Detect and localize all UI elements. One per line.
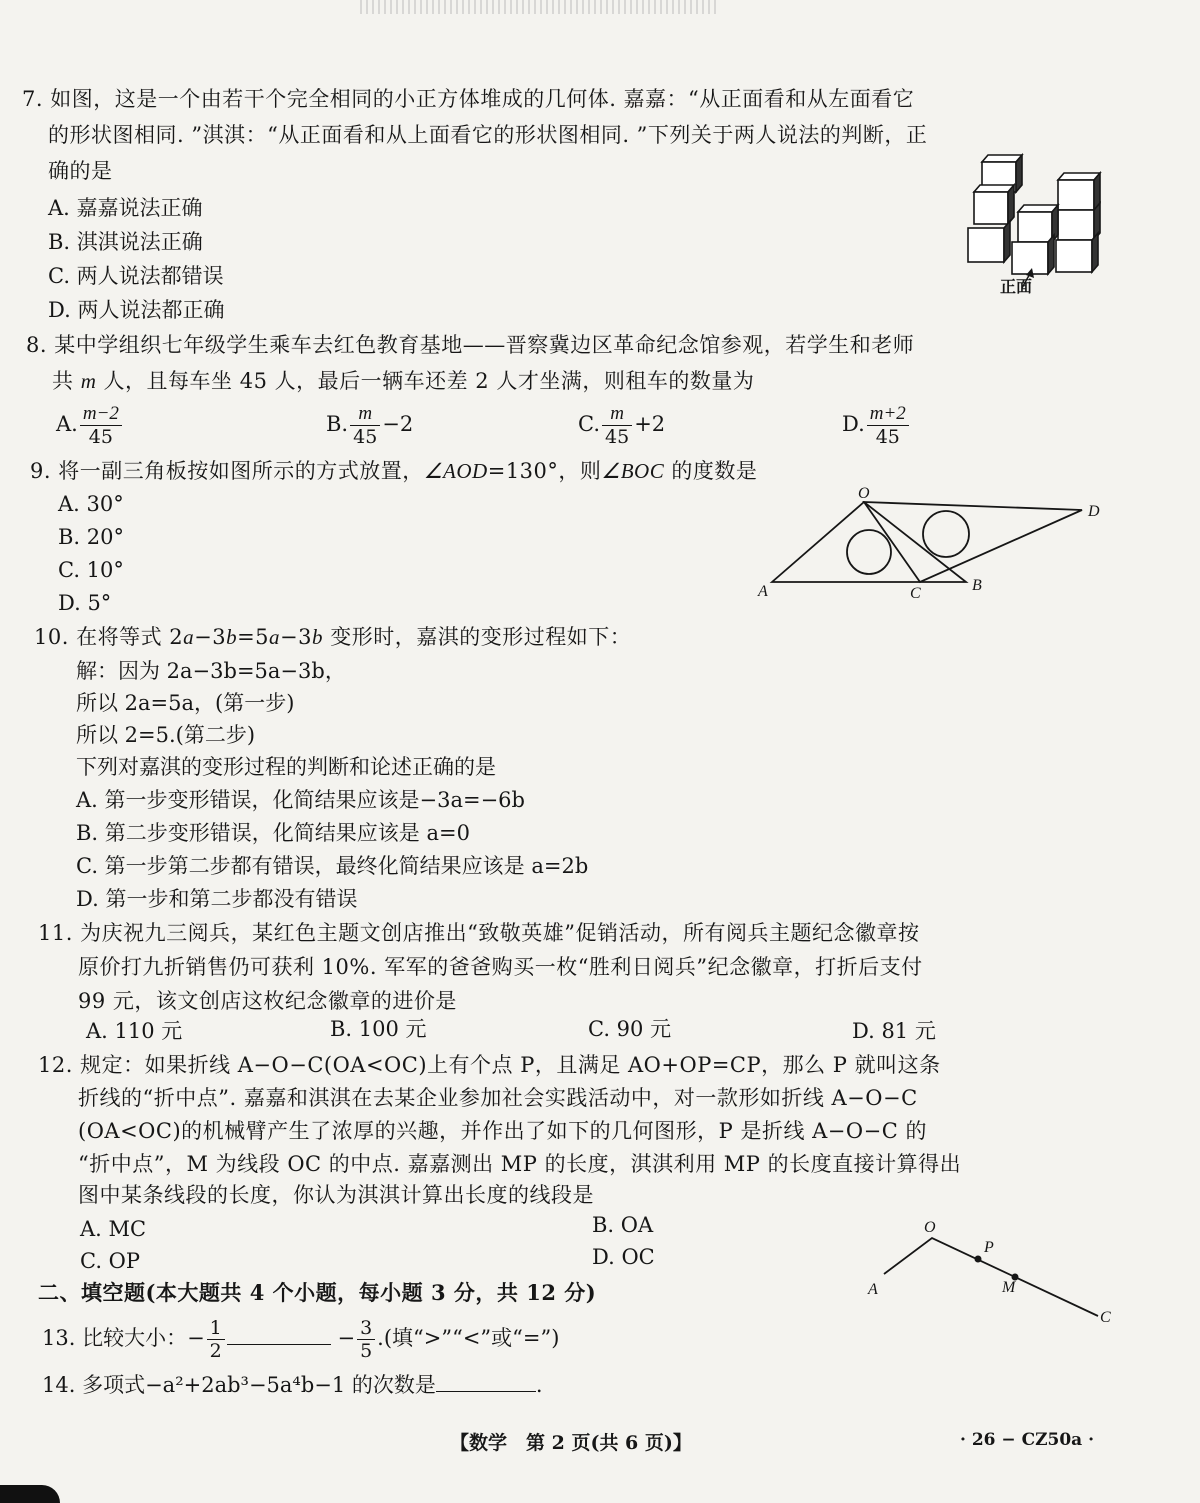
q8-option-c: C. $\frac{m}{45}$ +2 (578, 403, 666, 448)
footer-page-info: 【数学 第 2 页(共 6 页)】 (450, 1432, 692, 1454)
q11-option-c: C. 90 元 (588, 1017, 672, 1041)
q13-answer-blank[interactable] (227, 1324, 331, 1345)
q7-option-b: B. 淇淇说法正确 (48, 230, 203, 254)
q8-option-b: B. $\frac{m}{45}$ −2 (326, 403, 414, 448)
q12-line5: 图中某条线段的长度，你认为淇淇计算出长度的线段是 (78, 1183, 594, 1207)
q7-option-c: C. 两人说法都错误 (48, 264, 224, 288)
q12-label-o: O (924, 1219, 936, 1236)
q12-line2: 折线的“折中点”. 嘉嘉和淇淇在去某企业参加社会实践活动中，对一款形如折线 A−O−C (78, 1086, 918, 1110)
q10-prompt: 下列对嘉淇的变形过程的判断和论述正确的是 (76, 755, 496, 779)
q9-option-d: D. 5° (58, 591, 112, 615)
q12-polyline-figure (860, 1212, 1130, 1332)
q9-option-a: A. 30° (58, 492, 124, 516)
q9-label-a: A (758, 583, 768, 600)
q11-option-d: D. 81 元 (852, 1019, 936, 1043)
q10-line1: 10. 在将等式 2a−3b=5a−3b 变形时，嘉淇的变形过程如下： (34, 625, 632, 649)
q9-line1: 9. 将一副三角板按如图所示的方式放置，∠AOD=130°，则∠BOC 的度数是 (30, 459, 758, 483)
q12-label-c: C (1100, 1309, 1111, 1326)
q7-cube-figure (960, 140, 1120, 300)
footer-code: · 26 − CZ50a · (960, 1430, 1095, 1450)
q10-option-a: A. 第一步变形错误，化简结果应该是−3a=−6b (76, 788, 525, 812)
q12-label-m: M (1002, 1279, 1016, 1296)
q12-option-a: A. MC (80, 1217, 147, 1241)
q7-option-d: D. 两人说法都正确 (48, 298, 225, 322)
q11-line3: 99 元，该文创店这枚纪念徽章的进价是 (78, 989, 457, 1013)
q8-line1: 8. 某中学组织七年级学生乘车去红色教育基地——晋察冀边区革命纪念馆参观，若学生和老师 (26, 333, 915, 357)
q9-label-c: C (910, 585, 921, 602)
q12-line1: 12. 规定：如果折线 A−O−C(OA<OC)上有个点 P，且满足 AO+OP=CP，那么 P 就叫这条 (38, 1053, 941, 1077)
q14-line: 14. 多项式−a²+2ab³−5a⁴b−1 的次数是 . (42, 1373, 543, 1397)
q11-option-a: A. 110 元 (86, 1019, 183, 1043)
q7-line1: 7. 如图，这是一个由若干个完全相同的小正方体堆成的几何体. 嘉嘉：“从正面看和从左面看它 (22, 87, 915, 111)
q7-line3: 确的是 (48, 159, 113, 183)
q10-option-c: C. 第一步第二步都有错误，最终化简结果应该是 a=2b (76, 854, 589, 878)
q12-line4: “折中点”，M 为线段 OC 的中点. 嘉嘉测出 MP 的长度，淇淇利用 MP 的长度直接计算得出 (78, 1152, 962, 1176)
q12-option-d: D. OC (592, 1245, 655, 1269)
scan-smudge (0, 1485, 60, 1503)
q7-front-label: 正面 (1000, 277, 1033, 296)
q12-option-b: B. OA (592, 1213, 654, 1237)
q9-label-o: O (858, 485, 870, 502)
q8-option-d: D. $\frac{m+2}{45}$ (842, 400, 911, 448)
q11-option-b: B. 100 元 (330, 1017, 427, 1041)
q12-line3: (OA<OC)的机械臂产生了浓厚的兴趣，并作出了如下的几何图形，P 是折线 A−O−C 的 (78, 1119, 927, 1143)
q9-label-b: B (972, 577, 982, 594)
scan-noise (360, 0, 720, 14)
section-2-heading: 二、填空题(本大题共 4 个小题，每小题 3 分，共 12 分) (38, 1280, 597, 1305)
q14-answer-blank[interactable] (436, 1371, 536, 1392)
q10-step-2: 所以 2=5.(第二步) (76, 723, 256, 747)
q12-option-c: C. OP (80, 1249, 141, 1273)
q8-line2: 共 m 人，且每车坐 45 人，最后一辆车还差 2 人才坐满，则租车的数量为 (52, 369, 755, 393)
q9-option-b: B. 20° (58, 525, 125, 549)
q9-option-c: C. 10° (58, 558, 124, 582)
q10-step-intro: 解：因为 2a−3b=5a−3b， (76, 659, 346, 683)
q7-line2: 的形状图相同. ”淇淇：“从正面看和从上面看它的形状图相同. ”下列关于两人说法的判断，正 (48, 123, 928, 147)
q10-option-b: B. 第二步变形错误，化简结果应该是 a=0 (76, 821, 470, 845)
q8-option-a: A. $\frac{m-2}{45}$ (56, 400, 124, 448)
q11-line1: 11. 为庆祝九三阅兵，某红色主题文创店推出“致敬英雄”促销活动，所有阅兵主题纪念徽章按 (38, 921, 920, 945)
q7-option-a: A. 嘉嘉说法正确 (48, 196, 203, 220)
q12-label-p: P (984, 1239, 994, 1256)
q13-line: 13. 比较大小：− $\frac{1}{2}$ − $\frac{3}{5}$ .(填“>”“<”或“=”) (42, 1317, 560, 1362)
q9-triangle-figure (752, 482, 1112, 602)
q9-label-d: D (1088, 503, 1100, 520)
q11-line2: 原价打九折销售仍可获利 10%. 军军的爸爸购买一枚“胜利日阅兵”纪念徽章，打折后支付 (78, 955, 923, 979)
q10-step-1: 所以 2a=5a，(第一步) (76, 691, 295, 715)
q12-label-a: A (868, 1281, 878, 1298)
q10-option-d: D. 第一步和第二步都没有错误 (76, 887, 358, 911)
